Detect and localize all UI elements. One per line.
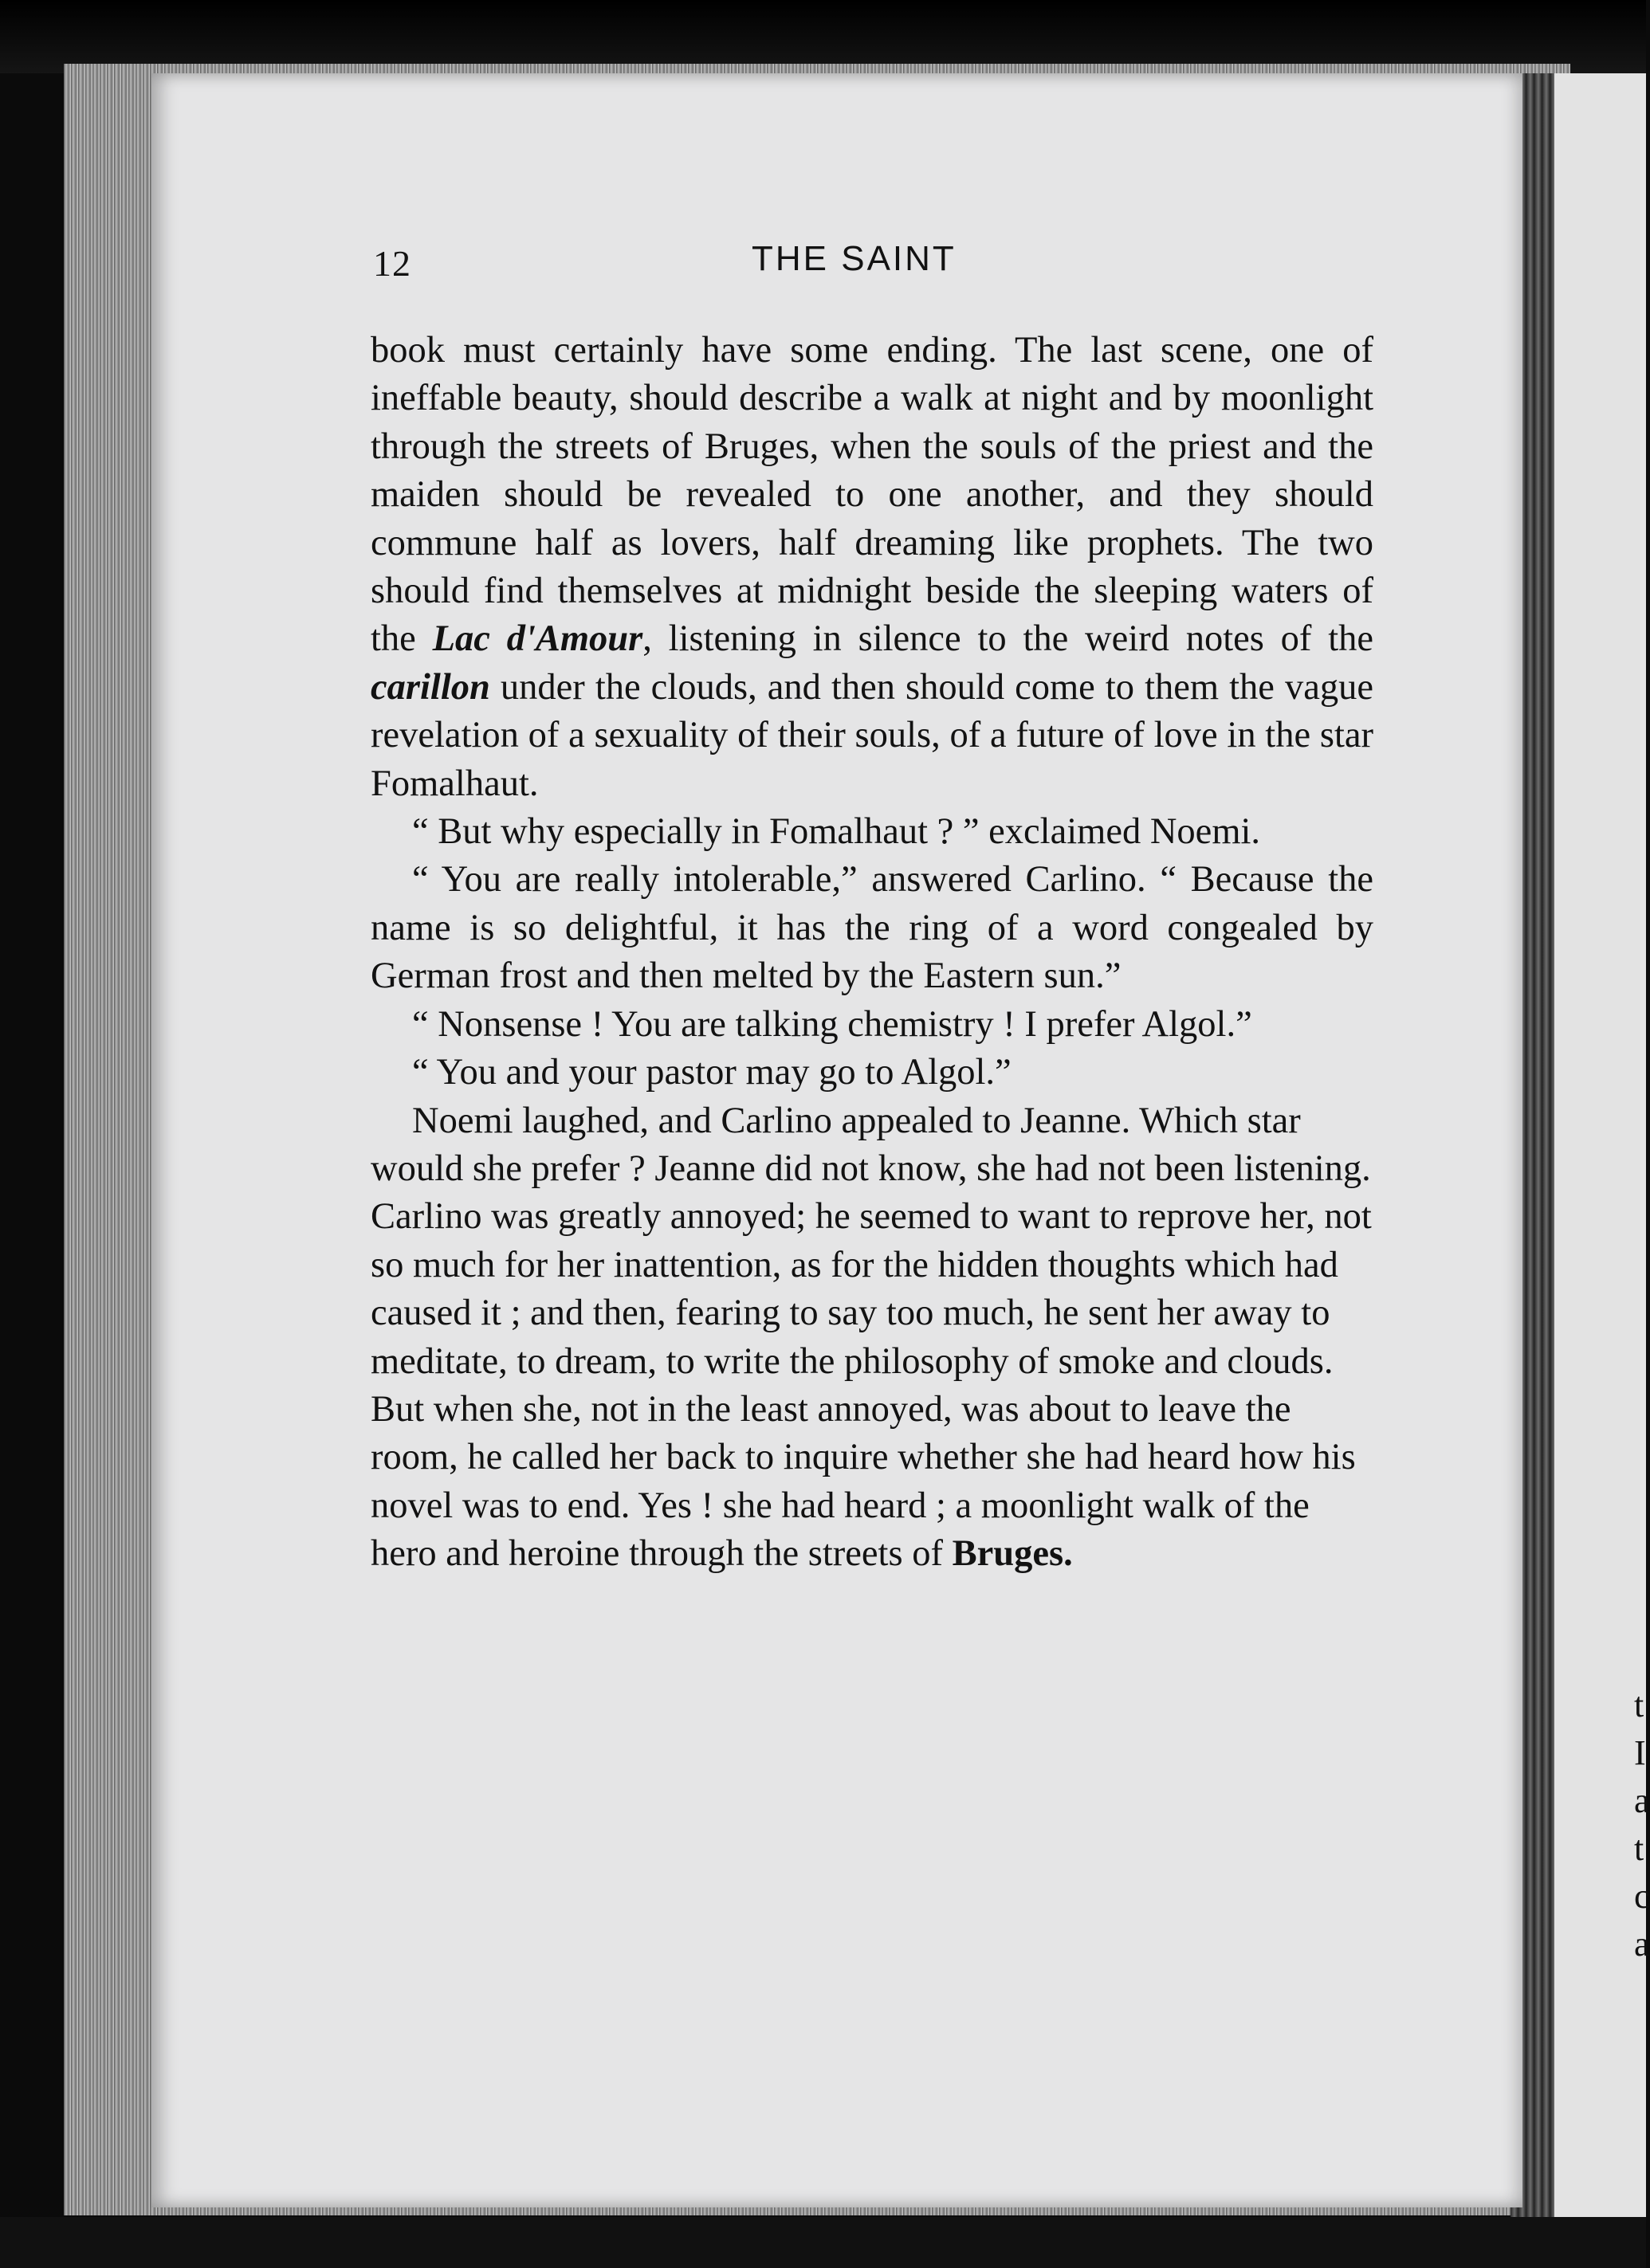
- paragraph: “ You are really intolerable,” answered Carlino. “ Because the name is so delightful, it has the ring of a word congealed by German frost and then melted by the Eastern sun.”: [371, 859, 1373, 997]
- facing-page-fragment: a: [1634, 1925, 1650, 1964]
- paragraph: “ Nonsense ! You are talking chemistry ! I prefer Algol.”: [412, 1003, 1252, 1045]
- paragraph: [371, 327, 1373, 808]
- page-header: [373, 239, 1377, 295]
- facing-page-fragment: I: [1634, 1733, 1646, 1772]
- italic-phrase: carillon: [371, 666, 490, 708]
- text-run: under the clouds, and then should come to them the vague revelation of a sexuality of their souls, of a future of love in the star Fomalhaut.: [371, 666, 1373, 804]
- bold-word: Bruges.: [952, 1533, 1073, 1575]
- facing-page-fragment: a: [1634, 1781, 1650, 1820]
- facing-page-text-fragments: [1634, 1681, 1650, 1984]
- running-title: THE SAINT: [752, 239, 957, 278]
- scan-background-top: [0, 0, 1646, 73]
- scan-background-bottom: [0, 2217, 1646, 2268]
- text-run: , listening in silence to the weird notes of the: [642, 618, 1374, 660]
- paragraph: “ But why especially in Fomalhaut ? ” exclaimed Noemi.: [412, 811, 1261, 853]
- facing-page-fragment: t: [1634, 1829, 1644, 1868]
- page-number: 12: [373, 243, 411, 284]
- facing-page-fragment: t: [1634, 1685, 1644, 1725]
- italic-phrase: Lac d'Amour: [432, 618, 643, 660]
- paragraph: [371, 1097, 1373, 1579]
- text-run: book must certainly have some ending. The last scene, one of ineffable beauty, should describe a walk at night and by moonlight through the streets of Bruges, when the souls of the priest and the maiden should be revealed to one another, and they should commune half as lovers, half dreaming like prophets. The two should find themselves at midnight beside the sleeping waters of the: [371, 330, 1373, 660]
- paragraph: “ You and your pastor may go to Algol.”: [412, 1052, 1012, 1093]
- facing-page: [1554, 73, 1650, 2217]
- body-text: [371, 327, 1373, 1579]
- text-run: Noemi laughed, and Carlino appealed to Jeanne. Which star would she prefer ? Jeanne did not know, she had not been listening. Carlino was greatly annoyed; he seemed to want to reprove her, not so much for her inattention, as for the hidden thoughts which had caused it ; and then, fearing to say too much, he sent her away to meditate, to dream, to write the philosophy of smoke and clouds. But when she, not in the least annoyed, was about to leave the room, he called her back to inquire whether she had heard how his novel was to end. Yes ! she had heard ; a moonlight walk of the hero and heroine through the streets of: [371, 1100, 1372, 1575]
- facing-page-fragment: c: [1634, 1877, 1650, 1916]
